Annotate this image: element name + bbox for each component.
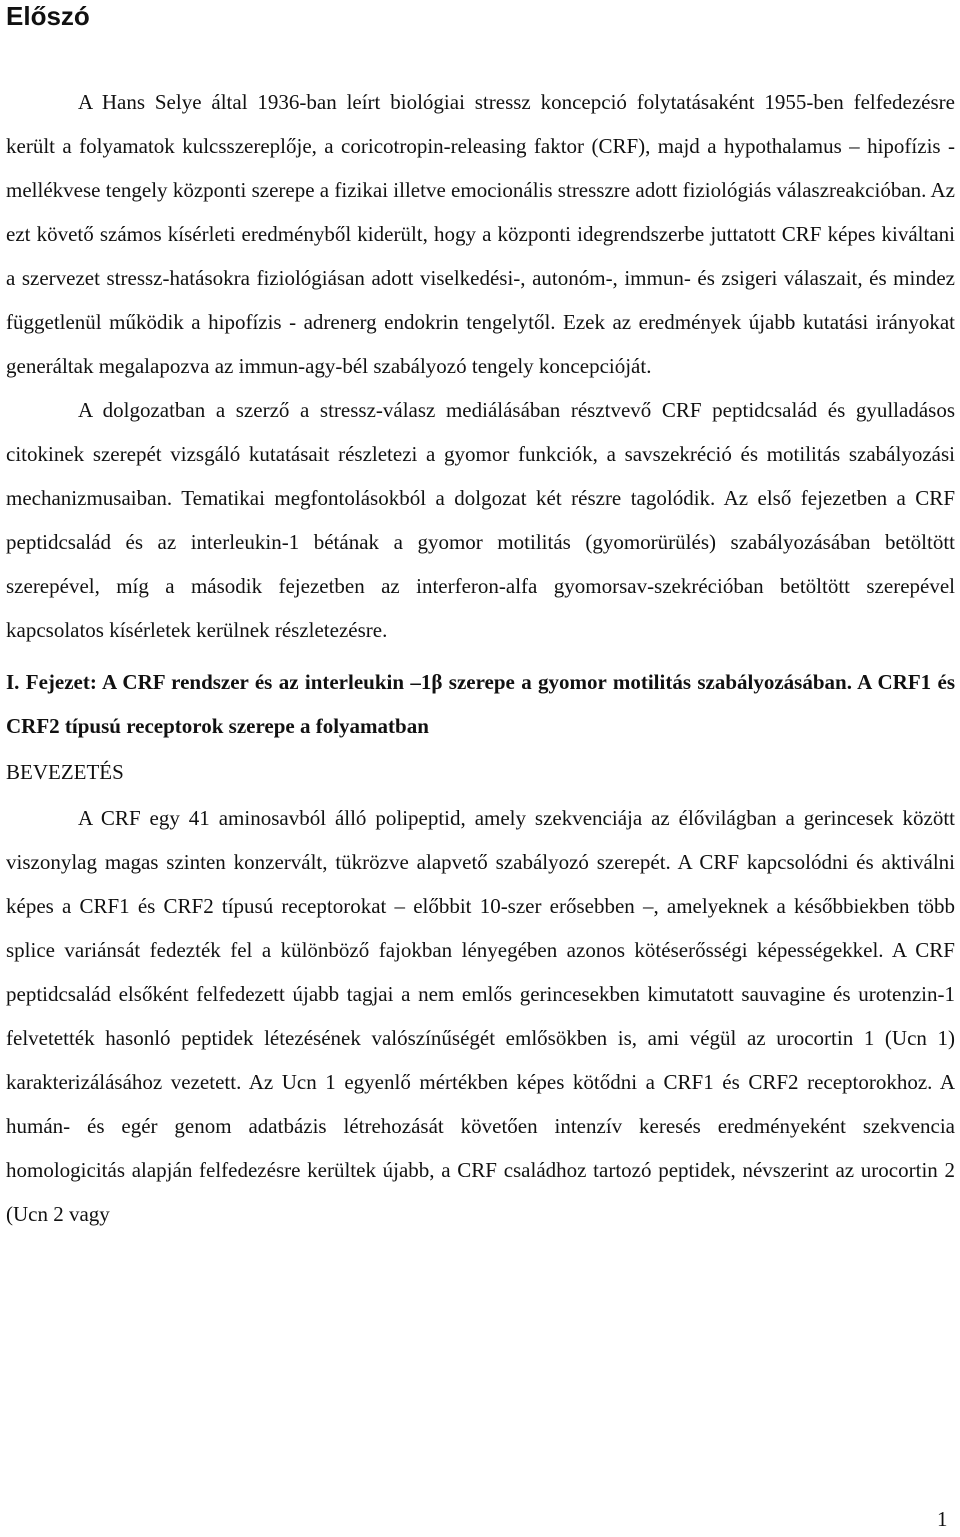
paragraph-intro: A Hans Selye által 1936-ban leírt biológiai stressz koncepció folytatásaként 1955-ben felfedezésre került a folyamatok kulcsszereplője, a coricotropin-releasing faktor (CRF), majd a hypothalamus – hipofízis - mellékvese tengely központi szerepe a fizikai illetve emocionális stresszre adott fiziológiás válaszreakcióban. Az ezt követő számos kísérleti eredményből kiderült, hogy a központi idegrendszerbe juttatott CRF képes kiváltani a szervezet stressz-hatásokra fiziológiásan adott viselkedési-, autonóm-, immun- és zsigeri válaszait, és mindez függetlenül működik a hipofízis - adrenerg endokrin tengelytől. Ezek az eredmények újabb kutatási irányokat generáltak megalapozva az immun-agy-bél szabályozó tengely koncepcióját. [6, 90, 955, 378]
paragraph-crf-intro: A CRF egy 41 aminosavból álló polipeptid, amely szekvenciája az élővilágban a gerincesek között viszonylag magas szinten konzervált, tükrözve alapvető szabályozó szerepét. A CRF kapcsolódni és aktiválni képes a CRF1 és CRF2 típusú receptorokat – előbbit 10-szer erősebben –, amelyeknek a későbbiekben több splice variánsát fedezték fel a különböző fajokban lényegében azonos kötéserősségi képességekkel. A CRF peptidcsalád elsőként felfedezett újabb tagjai a nem emlős gerincesekben kimutatott sauvagine és urotenzin-1 felvetették hasonló peptidek létezésének valószínűségét emlősökben is, ami végül az urocortin 1 (Ucn 1) karakterizálásához vezetett. Az Ucn 1 egyenlő mértékben képes kötődni a CRF1 és CRF2 receptorokhoz. A humán- és egér genom adatbázis létrehozását követően intenzív keresés eredményeként szekvencia homologicitás alapján felfedezésre kerültek újabb, a CRF családhoz tartozó peptidek, névszerint az urocortin 2 (Ucn 2 vagy [6, 806, 955, 1226]
section-title: BEVEZETÉS [6, 760, 124, 784]
paragraph-structure: A dolgozatban a szerző a stressz-válasz mediálásában résztvevő CRF peptidcsalád és gyulladásos citokinek szerepét vizsgáló kutatásait részletezi a gyomor funkciók, a savszekréció és motilitás szabályozási mechanizmusaiban. Tematikai megfontolásokból a dolgozat két részre tagolódik. Az első fejezetben a CRF peptidcsalád és az interleukin-1 bétának a gyomor motilitás (gyomorürülés) szabályozásában betöltött szerepével, míg a második fejezetben az interferon-alfa gyomorsav-szekrécióban betöltött szerepével kapcsolatos kísérletek kerülnek részletezésre. [6, 398, 955, 642]
chapter-title: I. Fejezet: A CRF rendszer és az interleukin –1β szerepe a gyomor motilitás szabályozásában. A CRF1 és CRF2 típusú receptorok szerepe a folyamatban [6, 670, 955, 738]
document-body [6, 80, 955, 1236]
page-number: 1 [937, 1507, 948, 1531]
page-title: Előszó [6, 1, 90, 31]
